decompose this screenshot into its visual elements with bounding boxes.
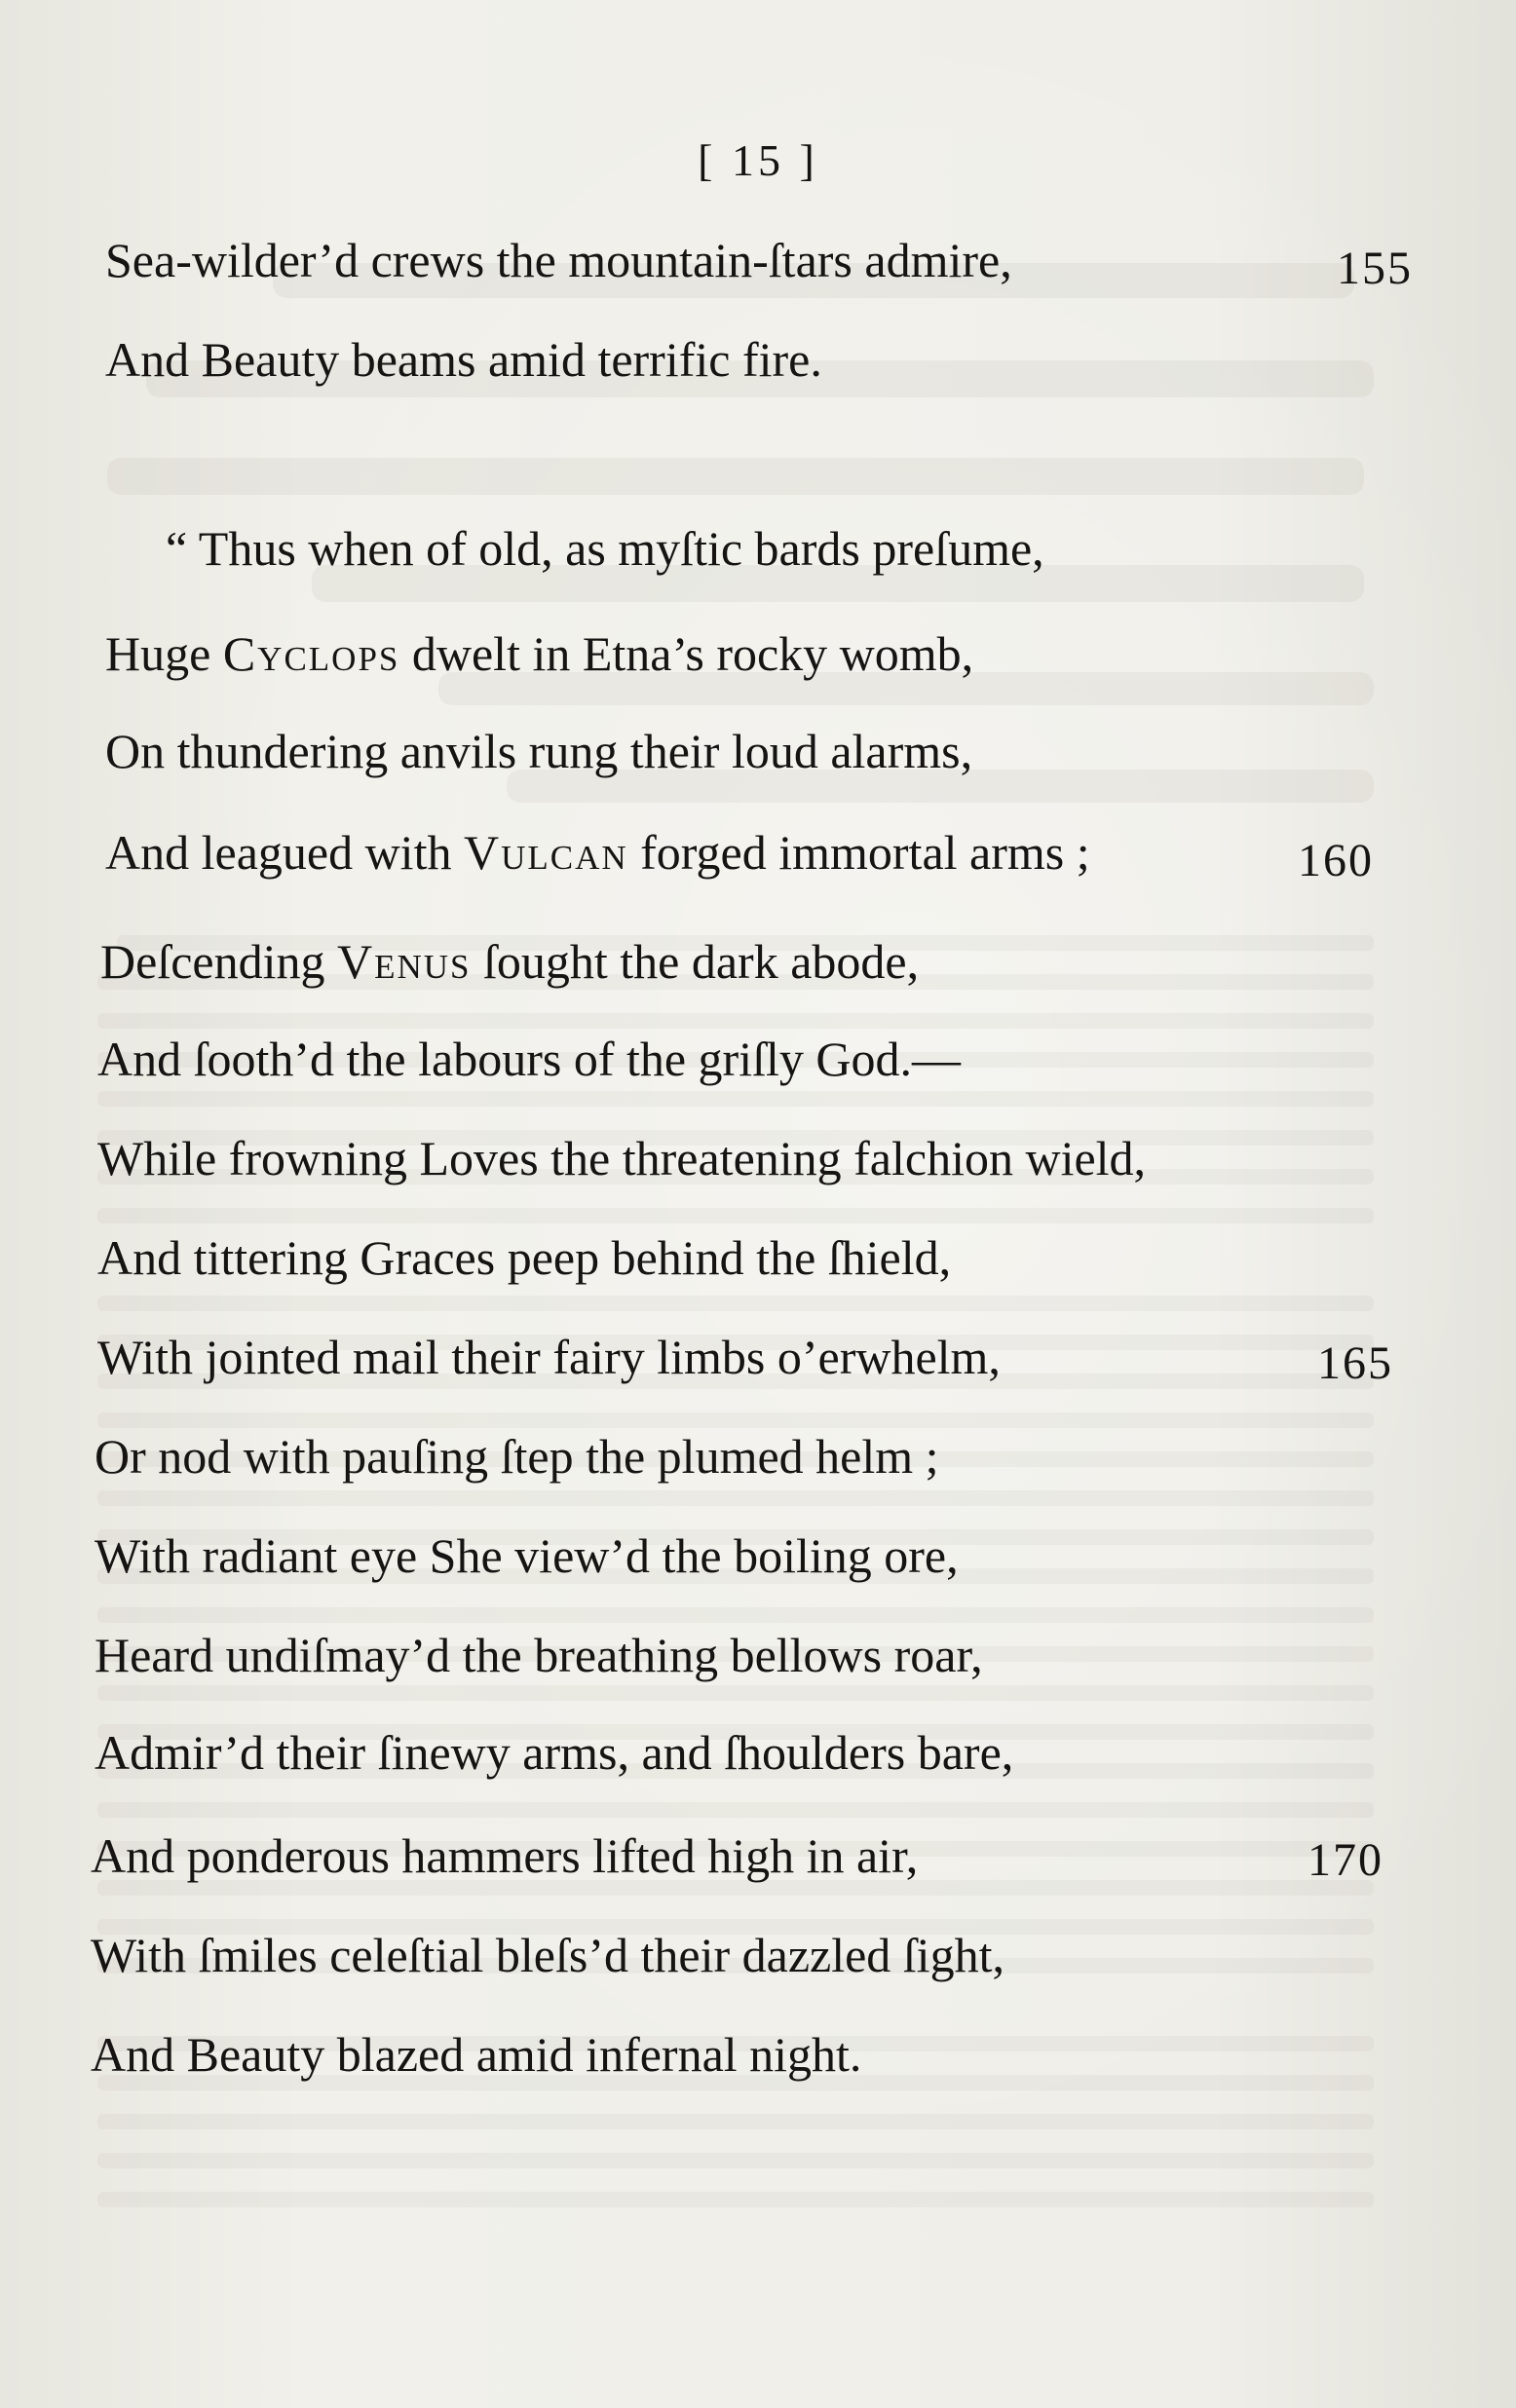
poem-line-text: “ Thus when of old, as myſtic bards preſume,: [166, 521, 1044, 576]
poem-line: [105, 626, 974, 681]
poem-line: [95, 1528, 959, 1583]
poem-line-text: On thundering anvils rung their loud alarms,: [105, 724, 973, 778]
poem-line-text: Huge: [105, 626, 223, 681]
poem-line-text: ſought the dark abode,: [471, 934, 920, 989]
poem-line: [91, 2027, 862, 2082]
poem-line-text: Vulcan: [463, 825, 628, 880]
poem-line-text: And ponderous hammers lifted high in air,: [91, 1828, 919, 1883]
poem-line-text: And Beauty beams amid terrific fire.: [105, 332, 822, 387]
page-number-header: [ 15 ]: [698, 135, 818, 185]
poem-line-text: And Beauty blazed amid infernal night.: [91, 2027, 862, 2082]
poem-line-text: Heard undiſmay’d the breathing bellows roar,: [95, 1628, 983, 1682]
poem-line: [100, 934, 920, 989]
poem-line: [97, 1330, 1001, 1384]
poem-line-text: Deſcending: [100, 934, 337, 989]
poem-line: [91, 1828, 919, 1883]
poem-line-text: And leagued with: [105, 825, 464, 880]
poem-line: [95, 1628, 983, 1682]
poem-line-text: While frowning Loves the threatening falchion wield,: [97, 1131, 1147, 1185]
poem-line-text: Venus: [336, 934, 472, 989]
poem-line-text: With radiant eye She view’d the boiling ore,: [95, 1528, 959, 1583]
poem-line-text: With jointed mail their fairy limbs o’erwhelm,: [97, 1330, 1001, 1384]
poem-line-text: With ſmiles celeſtial bleſs’d their dazzled ſight,: [91, 1928, 1004, 1982]
poem-line-text: And tittering Graces peep behind the ſhield,: [97, 1230, 952, 1285]
poem-line-text: Admir’d their ſinewy arms, and ſhoulders bare,: [95, 1725, 1014, 1780]
poem-line: [97, 1131, 1147, 1185]
poem-line: [105, 233, 1012, 287]
poem-line-text: And ſooth’d the labours of the griſly God.—: [97, 1032, 961, 1086]
poem-line-text: Sea-wilder’d crews the mountain-ſtars admire,: [105, 233, 1012, 287]
poem-line: [105, 825, 1090, 880]
poem-line-text: forged immortal arms ;: [627, 825, 1090, 880]
poem-line-text: dwelt in Etna’s rocky womb,: [399, 626, 974, 681]
poem-line: [105, 332, 822, 387]
poem-line-text: Or nod with pauſing ſtep the plumed helm ;: [95, 1429, 939, 1484]
poem-line: [95, 1429, 939, 1484]
line-number: 160: [1298, 835, 1374, 886]
poem-line: [95, 1725, 1014, 1780]
line-number: 170: [1308, 1834, 1383, 1886]
poem-line-text: Cyclops: [222, 626, 400, 681]
poem-line: [105, 724, 973, 778]
poem-line: [91, 1928, 1004, 1982]
poem-line: [166, 521, 1044, 576]
line-number: 165: [1317, 1337, 1393, 1389]
poem-line: [97, 1032, 961, 1086]
line-number: 155: [1337, 243, 1413, 294]
poem-line: [97, 1230, 952, 1285]
